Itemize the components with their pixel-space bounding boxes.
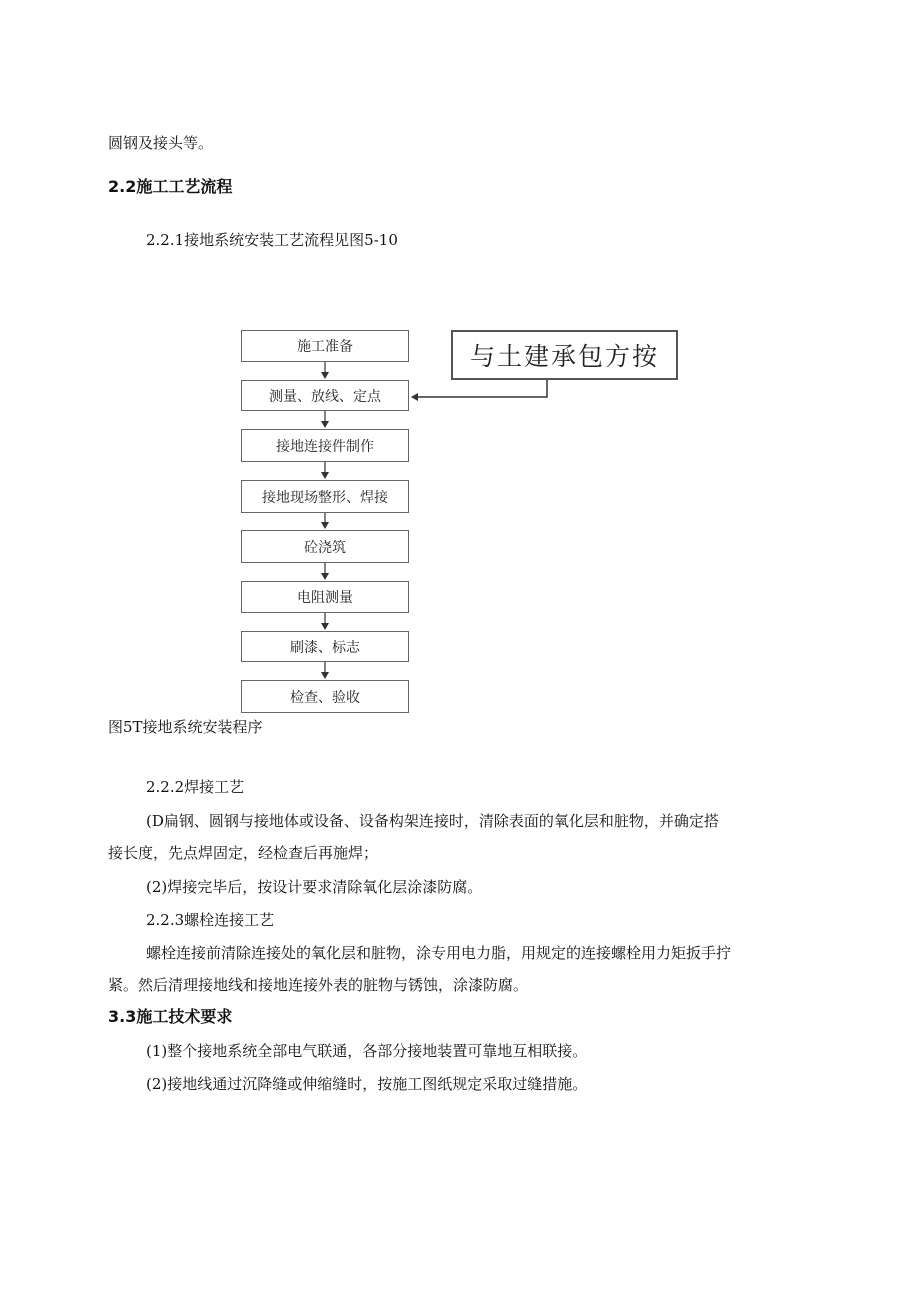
- figure-caption: 图5T接地系统安装程序: [108, 718, 263, 736]
- flow-step: 接地连接件制作: [241, 429, 409, 462]
- paragraph-line: (2)焊接完毕后，按设计要求清除氧化层涂漆防腐。: [146, 878, 483, 896]
- subsection-title: 2.2.3螺栓连接工艺: [146, 911, 275, 929]
- flow-step: 检查、验收: [241, 680, 409, 713]
- paragraph-line: (D扁钢、圆钢与接地体或设备、设备构架连接时，清除表面的氧化层和脏物，并确定搭: [146, 812, 719, 830]
- requirement-line: (1)整个接地系统全部电气联通，各部分接地装置可靠地互相联接。: [146, 1042, 588, 1060]
- requirement-line: (2)接地线通过沉降缝或伸缩缝时，按施工图纸规定采取过缝措施。: [146, 1075, 588, 1093]
- section-heading: 2.2施工工艺流程: [108, 177, 233, 196]
- subsection-title: 2.2.2焊接工艺: [146, 778, 245, 796]
- flow-step: 测量、放线、定点: [241, 380, 409, 411]
- text-line: 圆钢及接头等。: [108, 134, 214, 152]
- section-heading: 3.3施工技术要求: [108, 1007, 233, 1026]
- flow-step: 刷漆、标志: [241, 631, 409, 662]
- flow-step: 砼浇筑: [241, 530, 409, 563]
- flow-step: 施工准备: [241, 330, 409, 362]
- paragraph-line: 紧。然后清理接地线和接地连接外表的脏物与锈蚀，涂漆防腐。: [108, 976, 529, 994]
- paragraph-line: 螺栓连接前清除连接处的氧化层和脏物，涂专用电力脂，用规定的连接螺栓用力矩扳手拧: [146, 944, 732, 962]
- subsection-title: 2.2.1接地系统安装工艺流程见图5-10: [146, 231, 398, 249]
- side-arrow: [412, 380, 547, 397]
- paragraph-line: 接长度，先点焊固定，经检查后再施焊；: [108, 844, 379, 862]
- flow-step: 接地现场整形、焊接: [241, 480, 409, 513]
- flow-step: 电阻测量: [241, 581, 409, 613]
- coordination-box: 与土建承包方按: [451, 330, 678, 380]
